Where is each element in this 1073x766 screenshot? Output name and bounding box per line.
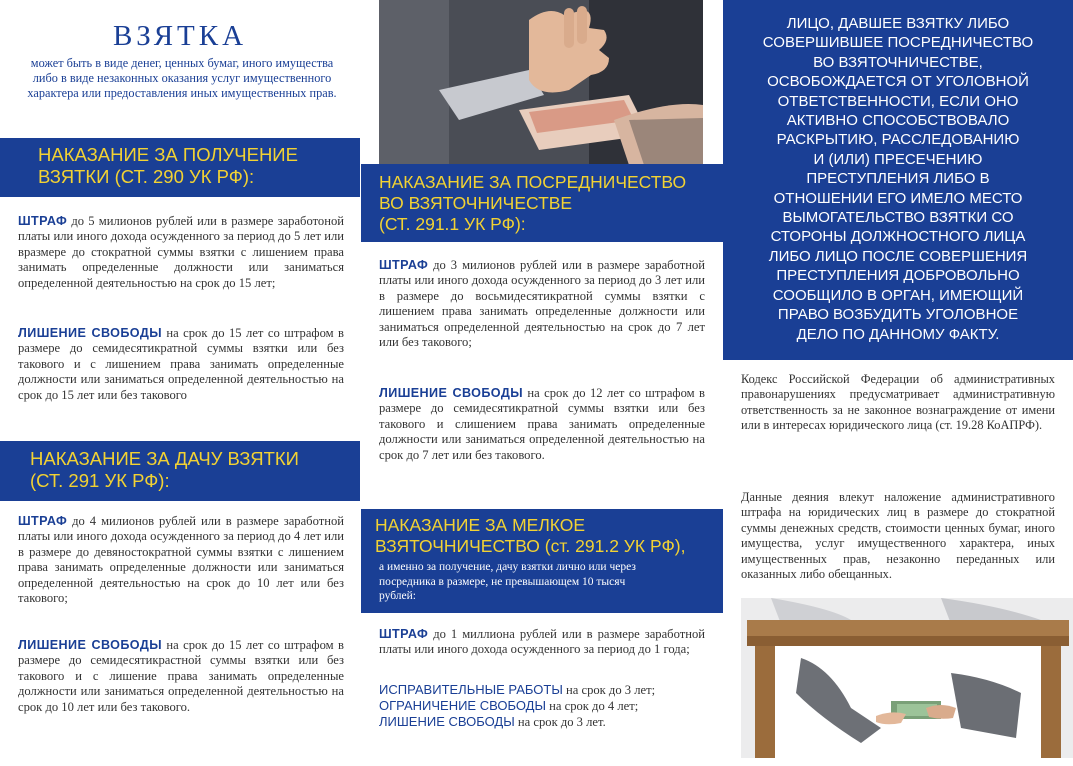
fine-legal-entities-paragraph: Данные деяния влекут наложение административного штрафа на юридических лиц в размере до стократной суммы денежных средств, стоимости ценных бумаг, иного имущества, услуг имущественного характера, иных имущественных прав, незаконно переданных или оказанных либо обещанных. — [741, 490, 1055, 582]
exemption-line: СОВЕРШИВШЕЕ ПОСРЕДНИЧЕСТВО — [762, 34, 1034, 52]
exemption-line: ВО ВЗЯТОЧНИЧЕСТВЕ, — [813, 53, 983, 71]
column-right — [723, 0, 1073, 766]
exemption-line: И (ИЛИ) ПРЕСЕЧЕНИЮ — [813, 150, 983, 168]
give-heading-line1: НАКАЗАНИЕ ЗА ДАЧУ ВЗЯТКИ — [30, 448, 299, 469]
give-prison-paragraph — [18, 638, 344, 715]
photo-money-under-table — [741, 598, 1073, 758]
prison-label: ЛИШЕНИЕ СВОБОДЫ — [379, 386, 523, 400]
petty-prison-line — [379, 714, 705, 730]
exemption-line: ПРЕСТУПЛЕНИЯ ДОБРОВОЛЬНО — [776, 267, 1020, 285]
fine-label: ШТРАФ — [18, 214, 68, 228]
give-fine-paragraph — [18, 514, 344, 606]
receive-heading-banner — [0, 138, 360, 197]
petty-heading-line2: ВЗЯТОЧНИЧЕСТВО (ст. 291.2 УК РФ), — [375, 536, 686, 556]
mediation-heading-banner — [361, 164, 723, 242]
petty-fine-paragraph — [379, 627, 705, 658]
exemption-line: ВЫМОГАТЕЛЬСТВО ВЗЯТКИ СО — [782, 209, 1014, 227]
petty-restrict-line — [379, 698, 705, 714]
petty-work-line — [379, 682, 705, 698]
prison-text: на срок до 15 лет со штрафом в размере до семидесятикратной суммы взятки или без такового и с лишением права занимать определенные должности или заниматься определенной деятельностью на срок до 15 лет или без такового — [18, 326, 344, 402]
hand-money-illustration — [379, 0, 703, 165]
receive-heading-line1: НАКАЗАНИЕ ЗА ПОЛУЧЕНИЕ — [38, 144, 298, 165]
exemption-line: АКТИВНО СПОСОБСТВОВАЛО — [786, 112, 1010, 130]
restrict-label: ОГРАНИЧЕНИЕ СВОБОДЫ — [379, 698, 546, 713]
fine-text: до 4 милионов рублей или в размере заработной платы или иного дохода осужденного за период до 4 лет или в размере до девяностократной суммы взятки с лишением права занимать определенные должности или заниматься определенной деятельностью на срок до 10 лет или без такового; — [18, 514, 344, 606]
restrict-text: на срок до 4 лет; — [549, 699, 639, 713]
fine-label: ШТРАФ — [379, 258, 429, 272]
fine-label: ШТРАФ — [379, 627, 429, 641]
exemption-line: СТОРОНЫ ДОЛЖНОСТНОГО ЛИЦА — [770, 228, 1026, 246]
fine-text: до 5 милионов рублей или в размере заработоной платы или иного дохода осужденного за период до 5 лет или вразмере до стократной суммы взятки с лишением права занимать определенные должности или заниматься определенной деятельностью на срок до 15 лет; — [18, 214, 344, 290]
petty-heading-line1: НАКАЗАНИЕ ЗА МЕЛКОЕ — [375, 515, 586, 535]
column-middle — [361, 0, 723, 766]
fine-text: до 3 милионов рублей или в размере заработной платы или иного дохода осужденного за период до 3 лет или в размере до восьмидесятикратной суммы взятки с лишением права занимать определенные должности или заниматься определенной деятельностью на срок до 7 лет или без такового; — [379, 258, 705, 350]
koap-paragraph: Кодекс Российской Федерации об административных правонарушениях предусматривает административную ответственность за не законное вознаграждение от имени или в интересах юридического лица (ст. 19.28 КоАПРФ). — [741, 372, 1055, 433]
exemption-text — [723, 14, 1073, 344]
column-left — [0, 0, 360, 766]
mediation-prison-paragraph — [379, 386, 705, 463]
work-text: на срок до 3 лет; — [566, 683, 656, 697]
mediation-heading-line1: НАКАЗАНИЕ ЗА ПОСРЕДНИЧЕСТВО — [379, 172, 687, 192]
petty-subtext: а именно за получение, дачу взятки лично или через посредника в размере, не превышающем 10 тысяч рублей: — [379, 561, 636, 602]
exemption-line: СООБЩИЛО В ОРГАН, ИМЕЮЩИЙ — [772, 286, 1024, 304]
exemption-line: ОТНОШЕНИИ ЕГО ИМЕЛО МЕСТО — [773, 189, 1023, 207]
work-label: ИСПРАВИТЕЛЬНЫЕ РАБОТЫ — [379, 682, 563, 697]
exemption-line: РАСКРЫТИЮ, РАССЛЕДОВАНИЮ — [776, 131, 1020, 149]
petty-heading-banner — [361, 509, 723, 613]
exemption-line: ДЕЛО ПО ДАННОМУ ФАКТУ. — [796, 325, 1000, 343]
fine-label: ШТРАФ — [18, 514, 68, 528]
exemption-panel — [723, 0, 1073, 360]
receive-prison-paragraph — [18, 326, 344, 403]
prison-label: ЛИШЕНИЕ СВОБОДЫ — [379, 714, 515, 729]
exemption-line: ОСВОБОЖДАЕТСЯ ОТ УГОЛОВНОЙ — [767, 73, 1029, 91]
exemption-line: ПРЕСТУПЛЕНИЯ ЛИБО В — [806, 170, 990, 188]
mediation-heading-line3: (СТ. 291.1 УК РФ): — [379, 214, 526, 234]
photo-refusing-bribe — [379, 0, 703, 165]
bribe-definition: может быть в виде денег, ценных бумаг, иного имущества либо в виде незаконных оказания услуг имущественного характера или предоставления иных имущественных прав. — [27, 56, 337, 100]
give-heading-line2: (СТ. 291 УК РФ): — [30, 470, 170, 491]
give-heading-banner — [0, 441, 360, 501]
prison-text: на срок до 3 лет. — [517, 715, 606, 729]
receive-fine-paragraph — [18, 214, 344, 291]
page-title: ВЗЯТКА — [112, 20, 248, 52]
mediation-heading-line2: ВО ВЗЯТОЧНИЧЕСТВЕ — [379, 193, 573, 213]
prison-text: на срок до 15 лет со штрафом в размере до семидесятикрастной суммы взятки или без такового и с лишение права занимать определенные должности или заниматься определенной деятельностью на срок до 10 лет или без такового. — [18, 638, 344, 714]
exemption-line: ОТВЕТСТВЕННОСТИ, ЕСЛИ ОНО — [777, 92, 1019, 110]
prison-label: ЛИШЕНИЕ СВОБОДЫ — [18, 326, 162, 340]
table-money-illustration — [741, 598, 1073, 758]
exemption-line: ЛИЦО, ДАВШЕЕ ВЗЯТКУ ЛИБО — [786, 15, 1010, 32]
mediation-fine-paragraph — [379, 258, 705, 350]
exemption-line: ЛИБО ЛИЦО ПОСЛЕ СОВЕРШЕНИЯ — [768, 247, 1028, 265]
fine-text: до 1 миллиона рублей или в размере заработной платы или иного дохода осужденного за период до 1 года; — [379, 627, 705, 657]
prison-label: ЛИШЕНИЕ СВОБОДЫ — [18, 638, 162, 652]
exemption-line: ПРАВО ВОЗБУДИТЬ УГОЛОВНОЕ — [777, 306, 1019, 324]
receive-heading-line2: ВЗЯТКИ (СТ. 290 УК РФ): — [38, 166, 255, 187]
prison-text: на срок до 12 лет со штрафом в размере до семидесятикратной суммы взятки или без такового и слишением права занимать определенные должности или заниматься определенной деятельностью на срок до 7 лет или без такового. — [379, 386, 705, 462]
